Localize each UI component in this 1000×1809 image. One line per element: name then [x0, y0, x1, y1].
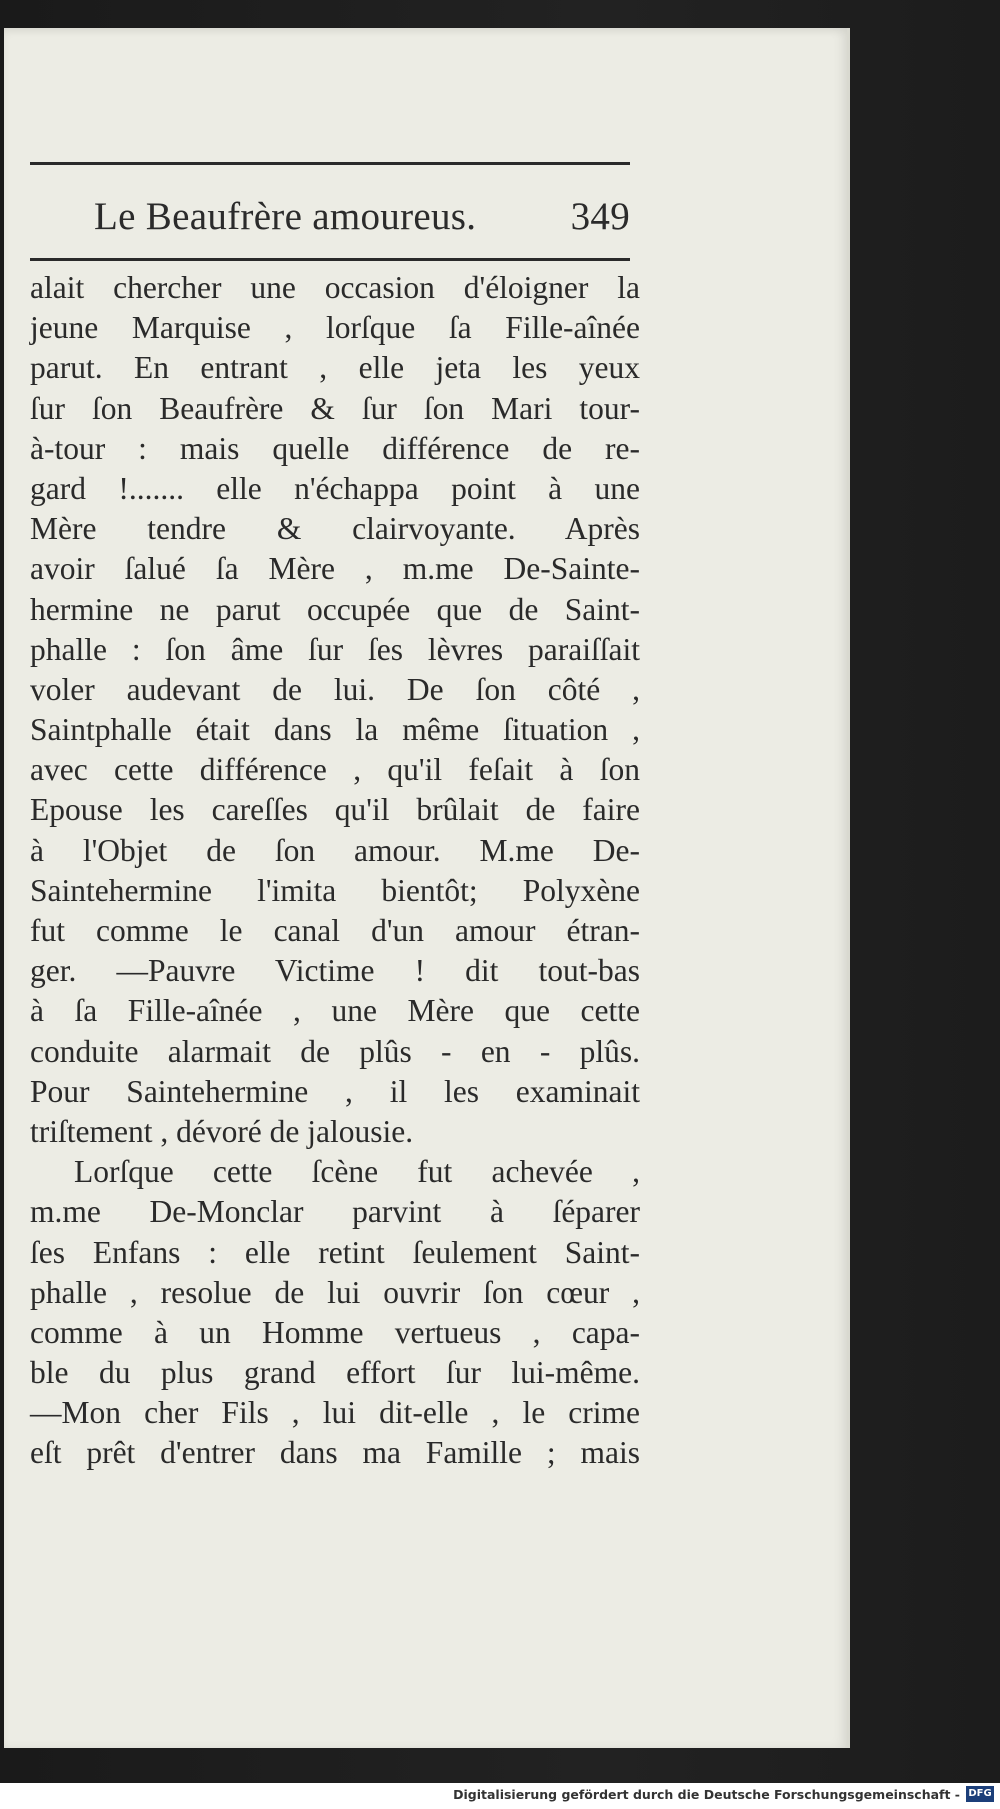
dfg-logo: DFG: [966, 1786, 994, 1802]
text-line: Mère tendre & clairvoyante. Après: [30, 511, 640, 547]
text-line: voler audevant de lui. De ſon côté ,: [30, 671, 640, 707]
text-line: comme à un Homme vertueus , capa-: [30, 1314, 640, 1350]
text-line: alait chercher une occasion d'éloigner la: [30, 270, 640, 305]
text-line: à ſa Fille-aînée , une Mère que cette: [30, 993, 640, 1029]
text-line: hermine ne parut occupée que de Saint-: [30, 591, 640, 627]
text-line: ble du plus grand effort ſur lui-même.: [30, 1355, 640, 1391]
digitization-credit: Digitalisierung gefördert durch die Deutsche Forschungsgemeinschaft -: [453, 1787, 960, 1802]
text-line: triſtement , dévoré de jalousie.: [30, 1113, 414, 1149]
text-line: ger. —Pauvre Victime ! dit tout-bas: [30, 953, 640, 989]
header-rule-top: [30, 162, 630, 165]
running-title: Le Beaufrère amoureus.: [94, 195, 477, 238]
text-line: m.me De-Monclar parvint à ſéparer: [30, 1194, 640, 1230]
text-line: Epouse les careſſes qu'il brûlait de faire: [30, 792, 640, 828]
text-line: gard !....... elle n'échappa point à une: [30, 470, 640, 506]
text-line: Saintehermine l'imita bientôt; Polyxène: [30, 872, 640, 908]
text-line: Lorſque cette ſcène fut achevée ,: [74, 1154, 640, 1190]
text-line: conduite alarmait de plûs - en - plûs.: [30, 1033, 640, 1069]
text-line: parut. En entrant , elle jeta les yeux: [30, 350, 640, 386]
header-rule-bottom: [30, 258, 630, 261]
page-number: 349: [570, 195, 630, 238]
text-line: phalle : ſon âme ſur ſes lèvres paraiſſait: [30, 631, 640, 667]
body-text: [30, 268, 640, 1474]
text-line: Pour Saintehermine , il les examinait: [30, 1073, 640, 1109]
text-line: avec cette différence , qu'il feſait à ſon: [30, 752, 640, 788]
text-line: jeune Marquise , lorſque ſa Fille-aînée: [30, 310, 640, 346]
text-line: —Mon cher Fils , lui dit-elle , le crime: [30, 1395, 640, 1431]
text-line: phalle , resolue de lui ouvrir ſon cœur ,: [30, 1274, 640, 1310]
text-line: fut comme le canal d'un amour étran-: [30, 913, 640, 948]
text-line: à l'Objet de ſon amour. M.me De-: [30, 832, 640, 868]
book-page: [4, 28, 850, 1748]
text-line: Saintphalle était dans la même ſituation ,: [30, 712, 640, 748]
text-line: ſur ſon Beaufrère & ſur ſon Mari tour-: [30, 390, 640, 426]
text-line: à-tour : mais quelle différence de re-: [30, 430, 640, 466]
text-line: avoir ſalué ſa Mère , m.me De-Sainte-: [30, 551, 640, 587]
text-line: eſt prêt d'entrer dans ma Famille ; mais: [30, 1435, 640, 1471]
digitization-footer: [0, 1783, 1000, 1809]
text-line: ſes Enfans : elle retint ſeulement Saint-: [30, 1234, 640, 1270]
